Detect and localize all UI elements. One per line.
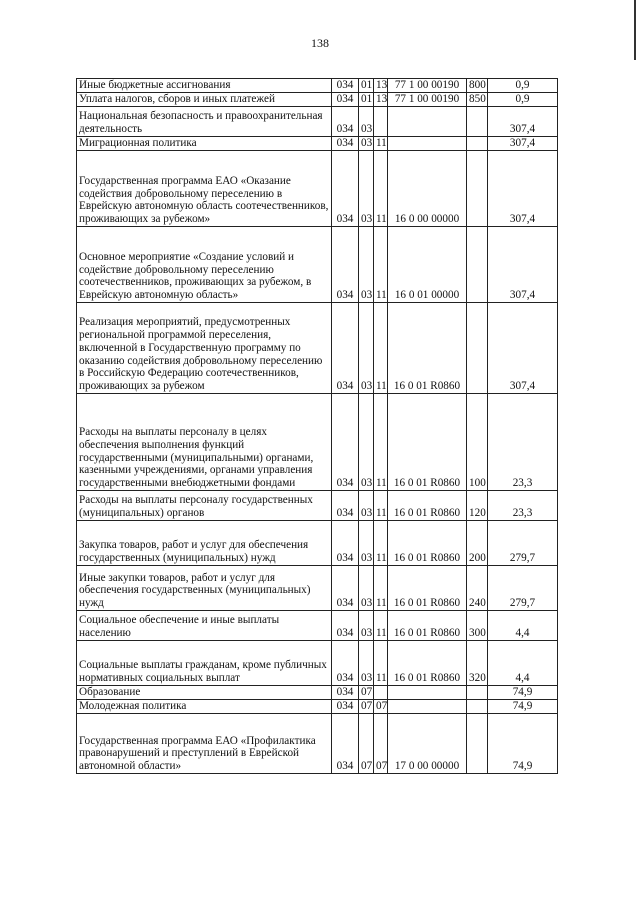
section-code-cell: 03 [359,394,374,491]
item-name-cell: Государственная программа ЕАО «Профилактика правонарушений и преступлений в Еврейской автономной области» [77,714,332,774]
item-name-cell: Социальные выплаты гражданам, кроме публичных нормативных социальных выплат [77,641,332,686]
section-code-cell: 03 [359,107,374,137]
item-name-cell: Закупка товаров, работ и услуг для обеспечения государственных (муниципальных) нужд [77,521,332,566]
amount-cell: 307,4 [488,137,558,151]
table-row [77,394,558,491]
subsection-code-cell [374,107,388,137]
table-row [77,566,558,611]
budget-table [76,78,558,774]
expense-type-cell: 320 [467,641,488,686]
target-article-cell: 77 1 00 00190 [388,93,467,107]
section-code-cell: 03 [359,611,374,641]
target-article-cell: 16 0 01 R0860 [388,566,467,611]
page-edge-line [634,0,636,60]
section-code-cell: 07 [359,686,374,700]
expense-type-cell [467,227,488,303]
section-code-cell: 01 [359,79,374,93]
admin-code-cell: 034 [332,641,359,686]
table-row [77,641,558,686]
admin-code-cell: 034 [332,566,359,611]
target-article-cell: 16 0 01 R0860 [388,303,467,394]
admin-code-cell: 034 [332,137,359,151]
table-row [77,93,558,107]
amount-cell: 4,4 [488,611,558,641]
subsection-code-cell: 07 [374,714,388,774]
item-name-cell: Национальная безопасность и правоохранительная деятельность [77,107,332,137]
admin-code-cell: 034 [332,93,359,107]
admin-code-cell: 034 [332,521,359,566]
amount-cell: 0,9 [488,79,558,93]
subsection-code-cell: 13 [374,93,388,107]
section-code-cell: 03 [359,137,374,151]
item-name-cell: Образование [77,686,332,700]
expense-type-cell: 120 [467,491,488,521]
item-name-cell: Иные бюджетные ассигнования [77,79,332,93]
target-article-cell [388,686,467,700]
section-code-cell: 03 [359,151,374,227]
section-code-cell: 03 [359,566,374,611]
amount-cell: 74,9 [488,714,558,774]
target-article-cell: 77 1 00 00190 [388,79,467,93]
expense-type-cell [467,700,488,714]
section-code-cell: 03 [359,227,374,303]
amount-cell: 23,3 [488,394,558,491]
admin-code-cell: 034 [332,686,359,700]
table-row [77,303,558,394]
target-article-cell: 16 0 01 R0860 [388,641,467,686]
subsection-code-cell: 11 [374,611,388,641]
item-name-cell: Молодежная политика [77,700,332,714]
table-row [77,686,558,700]
subsection-code-cell: 07 [374,700,388,714]
expense-type-cell: 300 [467,611,488,641]
target-article-cell: 16 0 01 R0860 [388,491,467,521]
section-code-cell: 01 [359,93,374,107]
expense-type-cell [467,137,488,151]
subsection-code-cell: 11 [374,227,388,303]
amount-cell: 307,4 [488,227,558,303]
subsection-code-cell: 11 [374,641,388,686]
item-name-cell: Расходы на выплаты персоналу государственных (муниципальных) органов [77,491,332,521]
subsection-code-cell: 11 [374,137,388,151]
table-row [77,521,558,566]
expense-type-cell: 100 [467,394,488,491]
section-code-cell: 03 [359,641,374,686]
section-code-cell: 03 [359,303,374,394]
target-article-cell: 16 0 01 R0860 [388,521,467,566]
expense-type-cell [467,686,488,700]
admin-code-cell: 034 [332,303,359,394]
subsection-code-cell: 11 [374,303,388,394]
amount-cell: 279,7 [488,566,558,611]
table-row [77,611,558,641]
amount-cell: 307,4 [488,151,558,227]
expense-type-cell [467,303,488,394]
item-name-cell: Реализация мероприятий, предусмотренных региональной программой переселения, включенной в Государственную программу по оказанию содействия добровольному переселению в Российскую Федерацию соотечественников, проживающих за рубежом [77,303,332,394]
table-row [77,227,558,303]
table-row [77,700,558,714]
section-code-cell: 07 [359,714,374,774]
expense-type-cell [467,151,488,227]
admin-code-cell: 034 [332,107,359,137]
item-name-cell: Миграционная политика [77,137,332,151]
section-code-cell: 07 [359,700,374,714]
item-name-cell: Государственная программа ЕАО «Оказание содействия добровольному переселению в Еврейскую автономную область соотечественников, проживающих за рубежом» [77,151,332,227]
expense-type-cell: 850 [467,93,488,107]
subsection-code-cell: 11 [374,151,388,227]
admin-code-cell: 034 [332,714,359,774]
amount-cell: 74,9 [488,700,558,714]
amount-cell: 74,9 [488,686,558,700]
target-article-cell: 16 0 00 00000 [388,151,467,227]
table-row [77,79,558,93]
subsection-code-cell: 11 [374,491,388,521]
subsection-code-cell: 11 [374,394,388,491]
target-article-cell: 16 0 01 R0860 [388,611,467,641]
section-code-cell: 03 [359,521,374,566]
target-article-cell: 16 0 01 00000 [388,227,467,303]
target-article-cell: 17 0 00 00000 [388,714,467,774]
amount-cell: 307,4 [488,303,558,394]
admin-code-cell: 034 [332,491,359,521]
subsection-code-cell: 11 [374,521,388,566]
expense-type-cell [467,107,488,137]
target-article-cell [388,137,467,151]
subsection-code-cell: 11 [374,566,388,611]
item-name-cell: Расходы на выплаты персоналу в целях обеспечения выполнения функций государственными (муниципальными) органами, казенными учреждениями, органами управления государственными внебюджетными фондами [77,394,332,491]
subsection-code-cell: 13 [374,79,388,93]
amount-cell: 279,7 [488,521,558,566]
admin-code-cell: 034 [332,79,359,93]
admin-code-cell: 034 [332,227,359,303]
section-code-cell: 03 [359,491,374,521]
item-name-cell: Иные закупки товаров, работ и услуг для обеспечения государственных (муниципальных) нужд [77,566,332,611]
expense-type-cell: 240 [467,566,488,611]
amount-cell: 4,4 [488,641,558,686]
expense-type-cell: 800 [467,79,488,93]
expense-type-cell: 200 [467,521,488,566]
expense-type-cell [467,714,488,774]
amount-cell: 307,4 [488,107,558,137]
item-name-cell: Основное мероприятие «Создание условий и содействие добровольному переселению соотечественников, проживающих за рубежом, в Еврейскую автономную область» [77,227,332,303]
table-row [77,151,558,227]
target-article-cell: 16 0 01 R0860 [388,394,467,491]
table-row [77,491,558,521]
table-row [77,107,558,137]
item-name-cell: Социальное обеспечение и иные выплаты населению [77,611,332,641]
admin-code-cell: 034 [332,611,359,641]
page-number: 138 [311,36,329,50]
admin-code-cell: 034 [332,700,359,714]
table-row [77,714,558,774]
item-name-cell: Уплата налогов, сборов и иных платежей [77,93,332,107]
table-row [77,137,558,151]
admin-code-cell: 034 [332,394,359,491]
target-article-cell [388,107,467,137]
amount-cell: 0,9 [488,93,558,107]
amount-cell: 23,3 [488,491,558,521]
subsection-code-cell [374,686,388,700]
target-article-cell [388,700,467,714]
admin-code-cell: 034 [332,151,359,227]
